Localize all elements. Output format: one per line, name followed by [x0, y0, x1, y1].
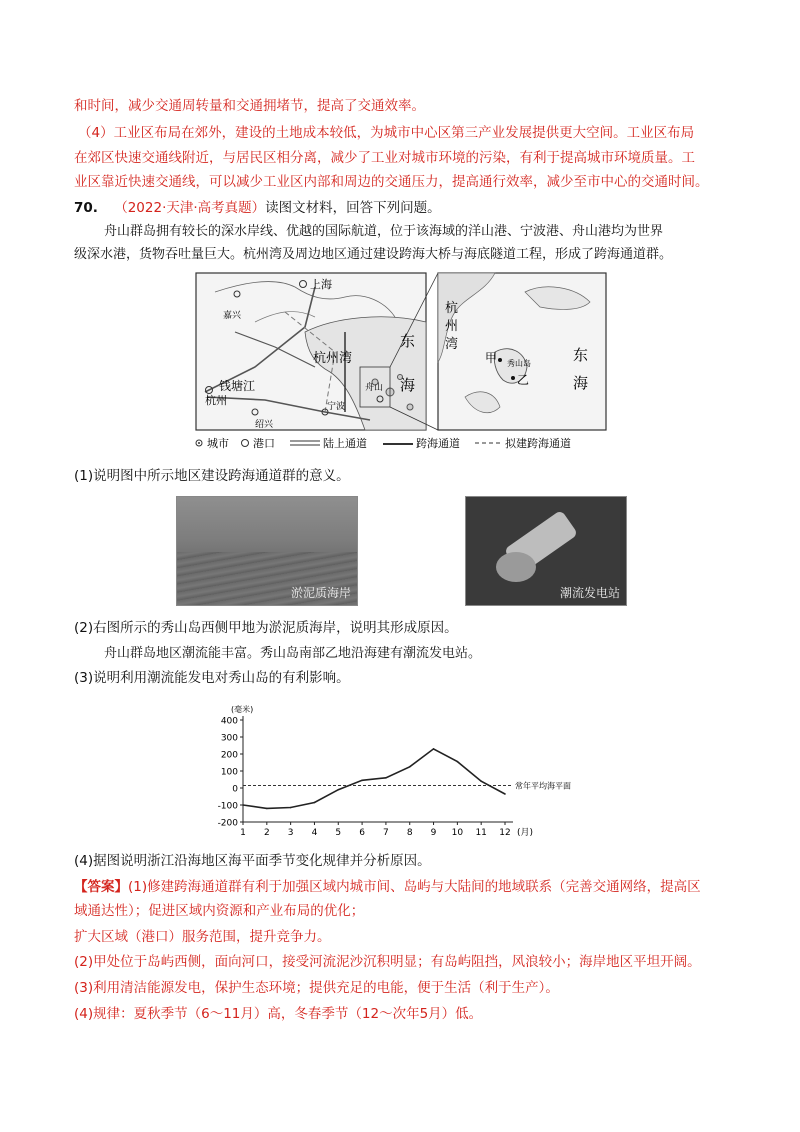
x-tick-label: 5	[335, 828, 342, 838]
photo-caption-right: 潮流发电站	[559, 586, 620, 600]
label-yi: 乙	[517, 373, 530, 387]
reference-line-label: 常年平均海平面	[515, 781, 571, 791]
y-tick-label: 0	[232, 784, 238, 795]
legend-city-icon-dot	[198, 442, 200, 444]
photo-muddy-coast	[176, 496, 358, 606]
data-point	[385, 777, 387, 779]
x-tick-label: 3	[287, 828, 294, 838]
x-tick-label: 1	[240, 828, 246, 838]
data-point	[290, 807, 292, 809]
sea-level-chart	[205, 700, 605, 842]
label-east-sea-1: 东	[400, 332, 416, 350]
answer-1-line-3: 扩大区域（港口）服务范围，提升竞争力。	[74, 929, 331, 945]
answer-4: (4)规律：夏秋季节（6～11月）高，冬春季节（12～次年5月）低。	[74, 1006, 483, 1022]
map-svg	[195, 272, 607, 454]
label-inset-east-1: 东	[573, 346, 589, 364]
answer-1-text: (1)修建跨海通道群有利于加强区域内城市间、岛屿与大陆间的地域联系（完善交通网络，提高区	[128, 879, 701, 895]
x-tick-label: 6	[359, 828, 365, 838]
legend-port-icon	[242, 440, 249, 447]
label-jiaxing: 嘉兴	[223, 311, 242, 321]
x-tick-label: 11	[475, 828, 487, 838]
data-point	[337, 789, 339, 791]
legend-land: 陆上通道	[323, 437, 367, 450]
answer-1-line-2: 域通达性）；促进区域内资源和产业布局的优化；	[74, 903, 365, 919]
y-tick-label: -100	[217, 801, 238, 812]
photo-tidal-station	[465, 496, 627, 606]
y-tick-label: 300	[220, 733, 238, 744]
data-point	[266, 808, 268, 810]
data-point	[361, 780, 363, 782]
legend-planned: 拟建跨海通道	[505, 437, 571, 450]
label-inset-east-2: 海	[573, 374, 589, 392]
chart-svg	[205, 700, 605, 842]
question-number: 70.	[74, 200, 98, 216]
label-shaoxing: 绍兴	[255, 420, 274, 430]
photo-station-base	[496, 552, 536, 582]
x-tick-label: 10	[451, 828, 464, 838]
label-qiantang: 钱塘江	[219, 379, 256, 393]
label-zhoushan: 舟山	[365, 383, 384, 393]
legend-sea: 跨海通道	[416, 437, 460, 450]
label-inset-bay-1: 杭	[445, 301, 459, 316]
point-yi	[511, 376, 515, 380]
question-3: (3)说明利用潮流能发电对秀山岛的有利影响。	[74, 670, 350, 686]
legend-port: 港口	[253, 437, 275, 450]
label-ningbo: 宁波	[327, 402, 346, 412]
answer-4-line-3: 业区靠近快速交通线，可以减少工业区内部和周边的交通压力，提高通行效率，减少至市中心的交通时间。	[74, 174, 709, 190]
answer-4-line-1: （4）工业区布局在郊外，建设的土地成本较低，为城市中心区第三产业发展提供更大空间。工业区布局	[78, 125, 695, 141]
y-tick-label: 100	[220, 767, 238, 778]
data-point	[457, 761, 459, 763]
answer-tag: 【答案】	[74, 879, 128, 895]
label-xiushan: 秀山岛	[507, 359, 531, 368]
answer-3: (3)利用清洁能源发电，保护生态环境；提供充足的电能，便于生活（利于生产）。	[74, 980, 559, 996]
x-tick-label: 12	[499, 828, 511, 838]
label-inset-bay-2: 州	[445, 319, 459, 334]
y-tick-label: -200	[217, 818, 238, 829]
answer-1-line-1	[74, 877, 701, 897]
y-tick-label: 200	[220, 750, 238, 761]
question-2: (2)右图所示的秀山岛西侧甲地为淤泥质海岸，说明其形成原因。	[74, 620, 458, 636]
data-point	[480, 780, 482, 782]
question-4: (4)据图说明浙江沿海地区海平面季节变化规律并分析原因。	[74, 853, 431, 869]
data-point	[504, 793, 506, 795]
answer-4-line-2: 在郊区快速交通线附近，与居民区相分离，减少了工业对城市环境的污染，有利于提高城市环境质量。工	[74, 150, 695, 166]
map-legend	[196, 436, 571, 450]
x-tick-label: 7	[383, 828, 389, 838]
data-point	[409, 766, 411, 768]
question-1: (1)说明图中所示地区建设跨海通道群的意义。	[74, 468, 350, 484]
x-tick-label: 2	[263, 828, 270, 838]
label-jia: 甲	[485, 351, 498, 365]
map-figure	[195, 272, 607, 454]
data-point	[433, 748, 435, 750]
data-point	[314, 802, 316, 804]
x-tick-label: 8	[406, 828, 413, 838]
x-tick-label: 9	[430, 828, 437, 838]
legend-city: 城市	[207, 437, 229, 450]
intro-line-1: 舟山群岛拥有较长的深水岸线、优越的国际航道，位于该海域的洋山港、宁波港、舟山港均为世界	[104, 224, 664, 239]
point-jia	[498, 358, 502, 362]
island	[407, 404, 413, 410]
y-tick-label: 400	[220, 716, 238, 727]
y-axis-label: (毫米)	[231, 705, 254, 714]
label-hangzhou: 杭州	[205, 394, 227, 407]
intro-line-2: 级深水港，货物吞吐量巨大。杭州湾及周边地区通过建设跨海大桥与海底隧道工程，形成了跨海通道群。	[74, 247, 673, 262]
label-shanghai: 上海	[310, 278, 332, 291]
material-2: 舟山群岛地区潮流能丰富。秀山岛南部乙地沿海建有潮流发电站。	[104, 646, 482, 661]
x-axis-label: (月)	[517, 828, 534, 838]
label-east-sea-2: 海	[400, 376, 416, 394]
series-line	[243, 749, 505, 809]
label-inset-bay-3: 湾	[445, 337, 459, 352]
question-prompt: 读图文材料，回答下列问题。	[265, 200, 441, 216]
data-point	[242, 804, 244, 806]
label-hangzhou-bay: 杭州湾	[313, 351, 353, 366]
question-source: （2022·天津·高考真题）	[114, 200, 266, 216]
answer-continued-line-1: 和时间，减少交通周转量和交通拥堵节，提高了交通效率。	[74, 98, 425, 114]
question-header	[74, 198, 441, 218]
x-tick-label: 4	[311, 828, 318, 838]
answer-2: (2)甲处位于岛屿西侧，面向河口，接受河流泥沙沉积明显；有岛屿阻挡，风浪较小；海岸地区平坦开阔。	[74, 954, 701, 970]
photo-caption-left: 淤泥质海岸	[290, 586, 351, 600]
